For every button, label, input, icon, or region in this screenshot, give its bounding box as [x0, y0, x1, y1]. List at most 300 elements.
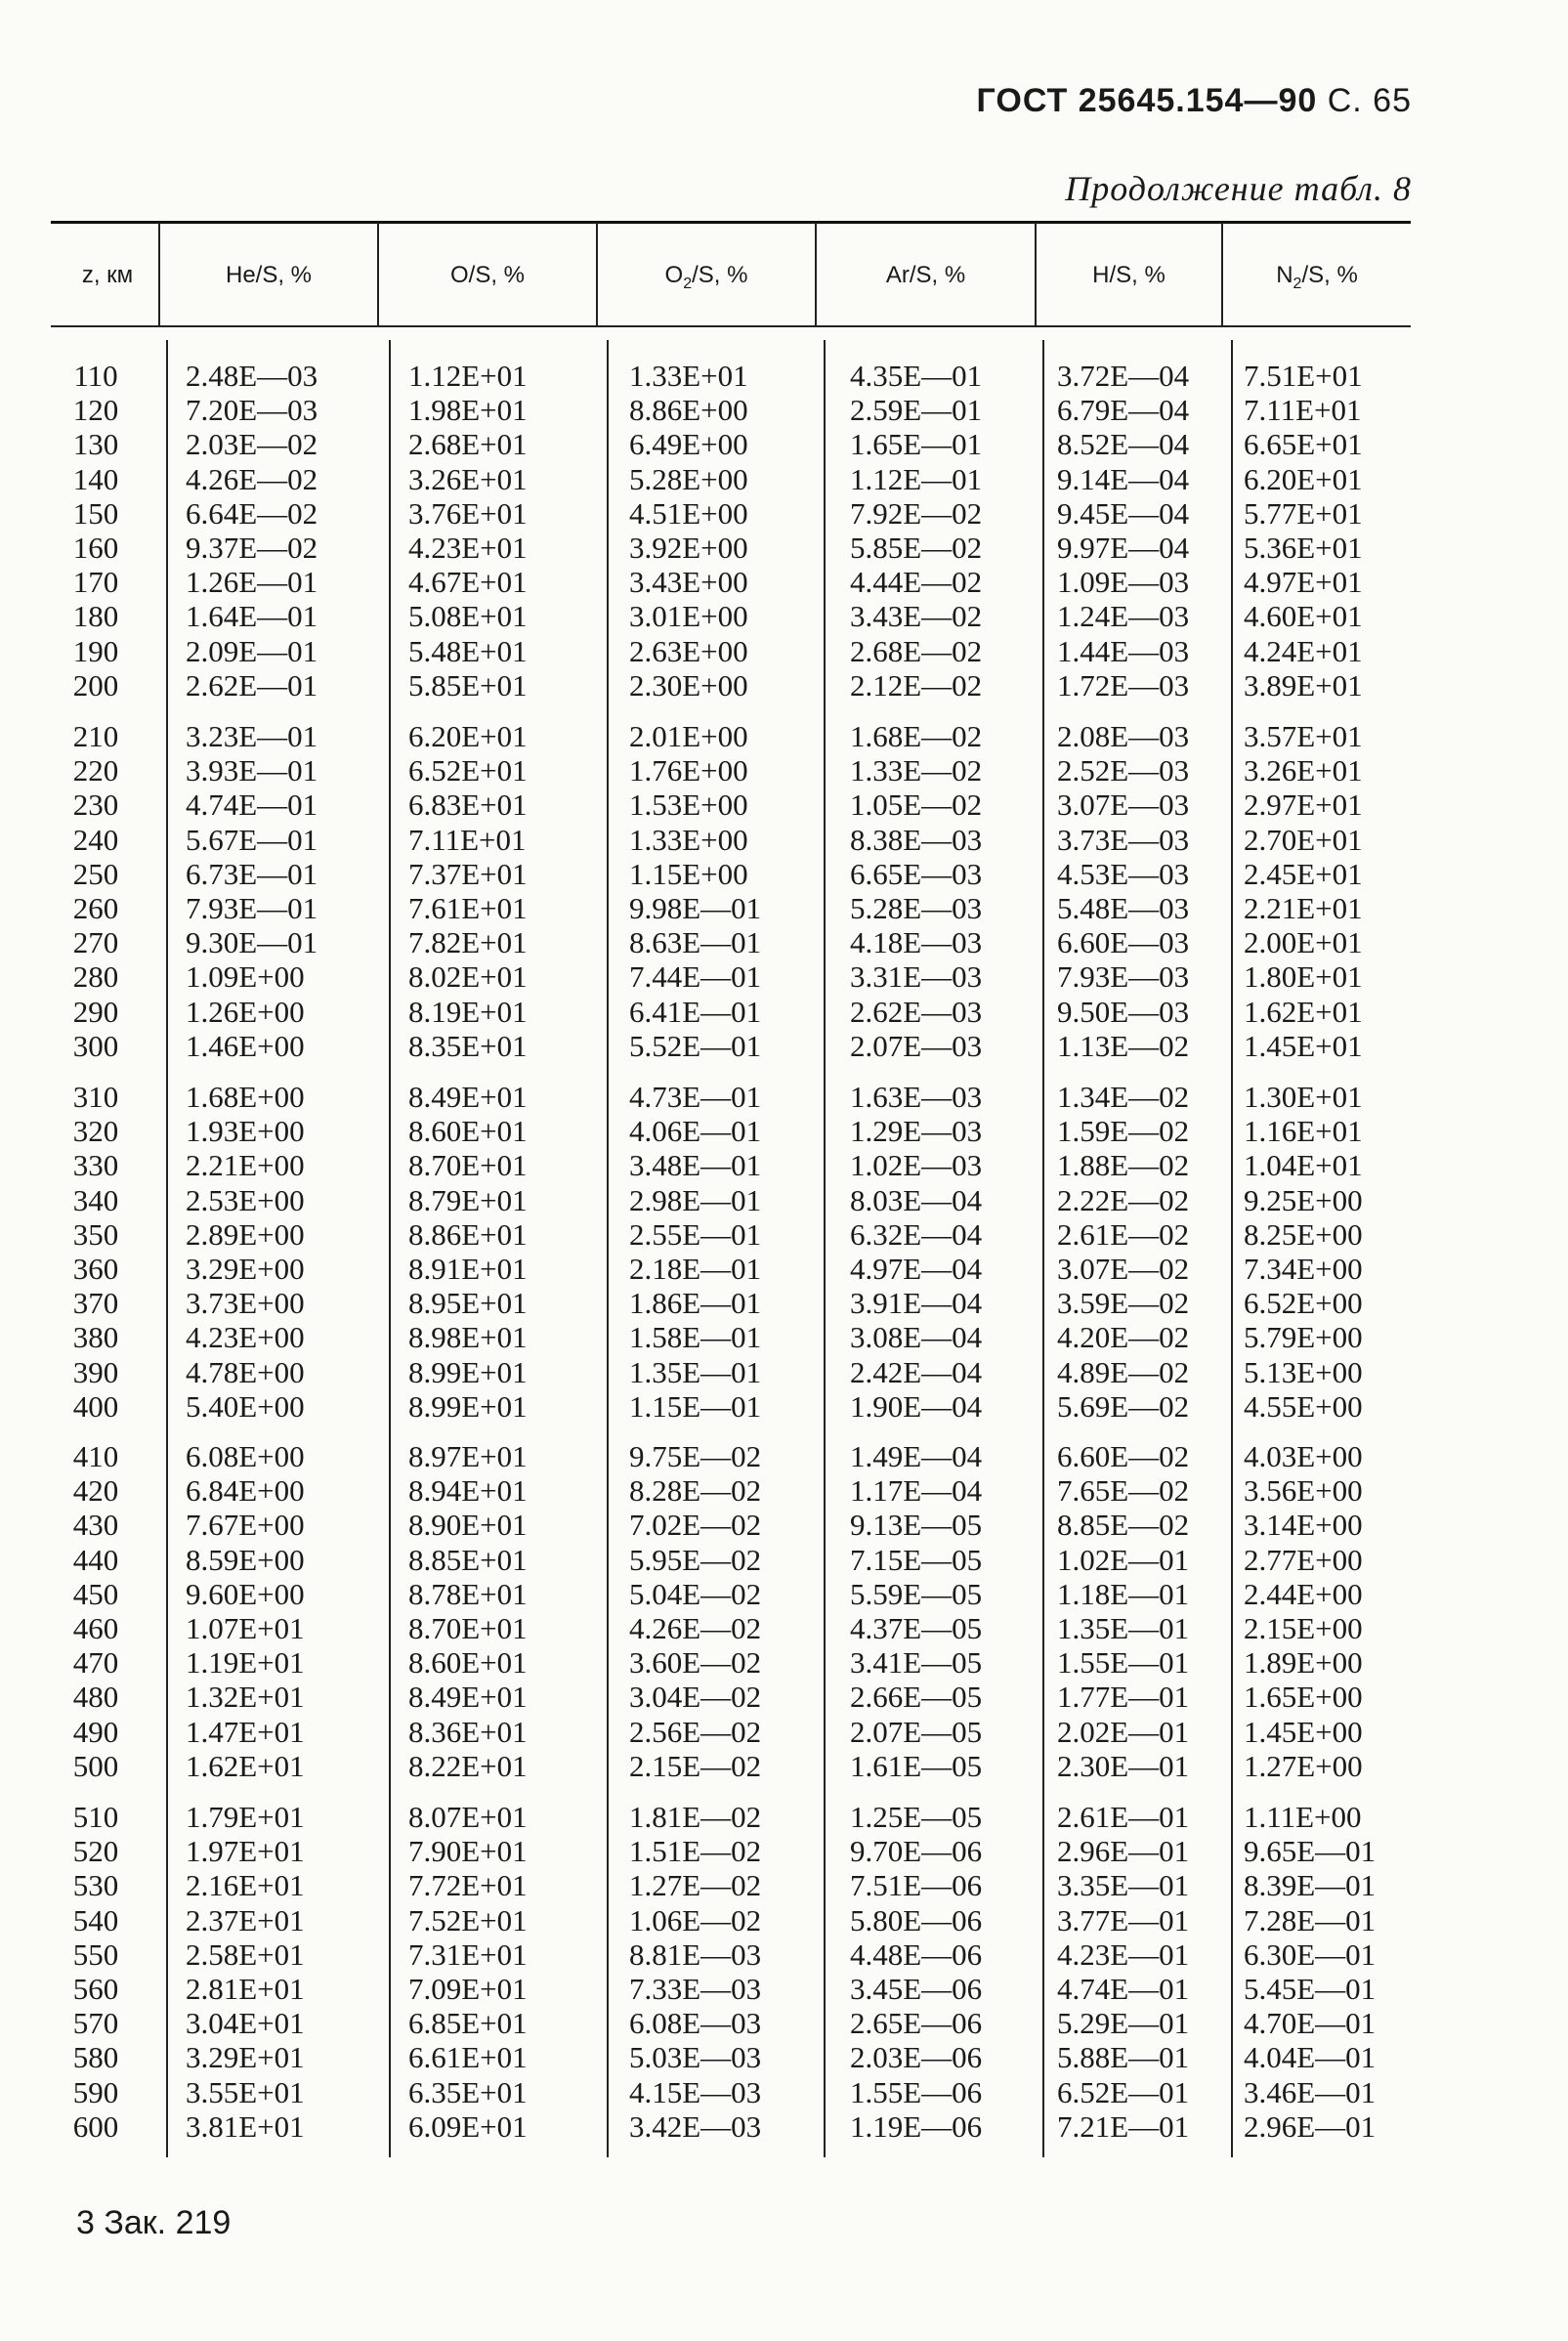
h-cell: 6.79E—04: [1057, 393, 1190, 428]
n2-cell: 7.28E—01: [1244, 1902, 1377, 1937]
altitude-cell: 270: [72, 925, 119, 960]
n2-symbol: N: [1276, 262, 1293, 288]
he-cell: 3.04E+01: [186, 2006, 305, 2041]
o2-cell: 3.01E+00: [629, 599, 748, 634]
o2-cell: 1.27E—02: [629, 1868, 762, 1903]
o-cell: 7.31E+01: [408, 1937, 528, 1972]
table-row: [51, 1972, 1411, 2006]
ar-cell: 4.35E—01: [850, 359, 983, 393]
o2-cell: 1.35E—01: [629, 1354, 762, 1389]
ar-cell: 2.03E—06: [850, 2040, 983, 2075]
o2-cell: 1.06E—02: [629, 1902, 762, 1937]
ar-cell: 9.70E—06: [850, 1834, 983, 1869]
he-cell: 7.93E—01: [186, 890, 318, 925]
table-row: [51, 1183, 1411, 1217]
o-cell: 2.68E+01: [408, 427, 528, 462]
o-cell: 8.86E+01: [408, 1216, 528, 1252]
he-cell: 6.08E+00: [186, 1439, 305, 1473]
he-cell: 3.23E—01: [186, 719, 318, 753]
n2-cell: 2.15E+00: [1244, 1610, 1363, 1645]
o2-cell: 3.48E—01: [629, 1148, 762, 1183]
he-cell: 3.93E—01: [186, 753, 318, 788]
n2-cell: 4.24E+01: [1244, 633, 1363, 668]
table-row: [51, 2109, 1411, 2144]
h-cell: 3.07E—03: [1057, 787, 1190, 823]
o-cell: 7.90E+01: [408, 1834, 528, 1869]
h-cell: 2.61E—02: [1057, 1216, 1190, 1252]
n2-cell: 1.65E+00: [1244, 1680, 1363, 1715]
table-row: [51, 565, 1411, 599]
n2-cell: 4.55E+00: [1244, 1388, 1363, 1424]
o2-cell: 7.44E—01: [629, 959, 762, 995]
ar-cell: 1.61E—05: [850, 1748, 983, 1783]
table-row: [51, 1543, 1411, 1577]
n2-cell: 5.79E+00: [1244, 1320, 1363, 1355]
o-cell: 8.70E+01: [408, 1148, 528, 1183]
he-cell: 2.48E—03: [186, 359, 318, 393]
o2-cell: 1.51E—02: [629, 1834, 762, 1869]
n2-cell: 1.80E+01: [1244, 959, 1363, 995]
table-row: [51, 1252, 1411, 1286]
n2-cell: 1.16E+01: [1244, 1114, 1363, 1149]
table-row: [51, 1029, 1411, 1063]
h-cell: 9.45E—04: [1057, 495, 1190, 531]
standard-number: ГОСТ 25645.154—90: [976, 82, 1318, 119]
altitude-cell: 490: [72, 1714, 119, 1749]
ar-cell: 2.68E—02: [850, 633, 983, 668]
o2-cell: 2.55E—01: [629, 1216, 762, 1252]
o-cell: 8.95E+01: [408, 1286, 528, 1321]
o2-cell: 2.01E+00: [629, 719, 748, 753]
altitude-cell: 130: [72, 427, 119, 462]
n2-cell: 2.45E+01: [1244, 856, 1363, 891]
o-cell: 8.91E+01: [408, 1251, 528, 1286]
o2-cell: 8.81E—03: [629, 1937, 762, 1972]
he-cell: 3.81E+01: [186, 2108, 305, 2144]
o-cell: 3.26E+01: [408, 461, 528, 496]
h-cell: 3.77E—01: [1057, 1902, 1190, 1937]
table-row: [51, 753, 1411, 787]
column-header-ar: Ar/S, %: [885, 262, 966, 288]
o2-cell: 1.15E+00: [629, 856, 748, 891]
table-row-group: [51, 1439, 1411, 1783]
table-row: [51, 2075, 1411, 2109]
o2-cell: 9.75E—02: [629, 1439, 762, 1473]
table-row: [51, 1217, 1411, 1252]
h-cell: 5.29E—01: [1057, 2006, 1190, 2041]
o-cell: 6.61E+01: [408, 2040, 528, 2075]
h-cell: 7.65E—02: [1057, 1473, 1190, 1509]
table-row: [51, 1320, 1411, 1354]
o-cell: 8.78E+01: [408, 1576, 528, 1611]
h-cell: 6.60E—02: [1057, 1439, 1190, 1473]
n2-cell: 1.89E+00: [1244, 1645, 1363, 1681]
h-cell: 3.73E—03: [1057, 822, 1190, 857]
table-row: [51, 1286, 1411, 1320]
altitude-cell: 540: [72, 1902, 119, 1937]
o-cell: 8.35E+01: [408, 1028, 528, 1063]
altitude-cell: 590: [72, 2074, 119, 2109]
o-cell: 3.76E+01: [408, 495, 528, 531]
ar-cell: 1.68E—02: [850, 719, 983, 753]
o-cell: 6.85E+01: [408, 2006, 528, 2041]
h-cell: 1.35E—01: [1057, 1610, 1190, 1645]
altitude-cell: 150: [72, 495, 119, 531]
n2-cell: 7.51E+01: [1244, 359, 1363, 393]
h-cell: 3.07E—02: [1057, 1251, 1190, 1286]
o2-cell: 2.18E—01: [629, 1251, 762, 1286]
he-cell: 7.20E—03: [186, 393, 318, 428]
table-row: [51, 1611, 1411, 1645]
altitude-cell: 510: [72, 1800, 119, 1834]
he-cell: 4.23E+00: [186, 1320, 305, 1355]
page-number: С. 65: [1327, 82, 1412, 119]
o-cell: 8.98E+01: [408, 1320, 528, 1355]
n2-cell: 4.60E+01: [1244, 599, 1363, 634]
ar-cell: 3.41E—05: [850, 1645, 983, 1681]
altitude-cell: 350: [72, 1216, 119, 1252]
table-row: [51, 1080, 1411, 1114]
altitude-cell: 300: [72, 1028, 119, 1063]
altitude-cell: 410: [72, 1439, 119, 1473]
h-cell: 9.97E—04: [1057, 530, 1190, 565]
h-cell: 1.02E—01: [1057, 1542, 1190, 1577]
h-cell: 1.24E—03: [1057, 599, 1190, 634]
o2-cell: 8.63E—01: [629, 925, 762, 960]
o-cell: 8.49E+01: [408, 1680, 528, 1715]
ar-cell: 3.31E—03: [850, 959, 983, 995]
altitude-cell: 330: [72, 1148, 119, 1183]
altitude-cell: 390: [72, 1354, 119, 1389]
altitude-cell: 380: [72, 1320, 119, 1355]
table-row: [51, 427, 1411, 461]
ar-cell: 2.66E—05: [850, 1680, 983, 1715]
n2-cell: 5.36E+01: [1244, 530, 1363, 565]
altitude-cell: 160: [72, 530, 119, 565]
table-row: [51, 1148, 1411, 1182]
ar-cell: 1.90E—04: [850, 1388, 983, 1424]
ar-cell: 1.12E—01: [850, 461, 983, 496]
o2-cell: 6.49E+00: [629, 427, 748, 462]
he-cell: 1.97E+01: [186, 1834, 305, 1869]
table-row: [51, 668, 1411, 702]
altitude-cell: 210: [72, 719, 119, 753]
o-cell: 7.37E+01: [408, 856, 528, 891]
altitude-cell: 200: [72, 667, 119, 702]
h-cell: 6.60E—03: [1057, 925, 1190, 960]
he-cell: 8.59E+00: [186, 1542, 305, 1577]
o2-cell: 1.53E+00: [629, 787, 748, 823]
o2-cell: 2.56E—02: [629, 1714, 762, 1749]
n2-cell: 6.20E+01: [1244, 461, 1363, 496]
o-cell: 8.99E+01: [408, 1354, 528, 1389]
o-cell: 8.49E+01: [408, 1080, 528, 1114]
o-cell: 8.85E+01: [408, 1542, 528, 1577]
h-cell: 2.22E—02: [1057, 1182, 1190, 1217]
o-cell: 8.99E+01: [408, 1388, 528, 1424]
o2-cell: 3.92E+00: [629, 530, 748, 565]
h-cell: 2.30E—01: [1057, 1748, 1190, 1783]
altitude-cell: 400: [72, 1388, 119, 1424]
table-row-group: [51, 1800, 1411, 2144]
he-cell: 7.67E+00: [186, 1508, 305, 1543]
o2-cell: 6.08E—03: [629, 2006, 762, 2041]
o2-cell: 8.86E+00: [629, 393, 748, 428]
he-cell: 9.30E—01: [186, 925, 318, 960]
table-row: [51, 496, 1411, 531]
ar-cell: 2.07E—03: [850, 1028, 983, 1063]
table-row: [51, 393, 1411, 427]
h-cell: 6.52E—01: [1057, 2074, 1190, 2109]
o2-cell: 4.06E—01: [629, 1114, 762, 1149]
he-cell: 2.21E+00: [186, 1148, 305, 1183]
column-header-o: O/S, %: [449, 262, 526, 288]
table-row: [51, 959, 1411, 994]
h-cell: 4.20E—02: [1057, 1320, 1190, 1355]
he-cell: 1.62E+01: [186, 1748, 305, 1783]
he-cell: 2.89E+00: [186, 1216, 305, 1252]
h-cell: 3.35E—01: [1057, 1868, 1190, 1903]
altitude-cell: 460: [72, 1610, 119, 1645]
ar-cell: 5.85E—02: [850, 530, 983, 565]
n2-cell: 8.39E—01: [1244, 1868, 1377, 1903]
ar-cell: 7.15E—05: [850, 1542, 983, 1577]
h-cell: 3.72E—04: [1057, 359, 1190, 393]
he-cell: 9.37E—02: [186, 530, 318, 565]
o-cell: 8.60E+01: [408, 1645, 528, 1681]
o-cell: 8.90E+01: [408, 1508, 528, 1543]
table-row: [51, 1937, 1411, 1972]
o2-cell: 5.95E—02: [629, 1542, 762, 1577]
he-cell: 2.09E—01: [186, 633, 318, 668]
table-row: [51, 1355, 1411, 1389]
h-cell: 8.52E—04: [1057, 427, 1190, 462]
table-row: [51, 2006, 1411, 2040]
n2-cell: 5.45E—01: [1244, 1971, 1377, 2006]
document-header: [977, 82, 1412, 120]
table-row: [51, 2040, 1411, 2074]
o2-cell: 1.33E+01: [629, 359, 748, 393]
ar-cell: 7.51E—06: [850, 1868, 983, 1903]
table-row: [51, 1868, 1411, 1902]
ar-cell: 8.03E—04: [850, 1182, 983, 1217]
n2-cell: 2.96E—01: [1244, 2108, 1377, 2144]
h-cell: 1.34E—02: [1057, 1080, 1190, 1114]
ar-cell: 5.28E—03: [850, 890, 983, 925]
o2-cell: 9.98E—01: [629, 890, 762, 925]
he-cell: 3.73E+00: [186, 1286, 305, 1321]
o-cell: 1.12E+01: [408, 359, 528, 393]
n2-cell: 8.25E+00: [1244, 1216, 1363, 1252]
n2-cell: 2.97E+01: [1244, 787, 1363, 823]
altitude-cell: 560: [72, 1971, 119, 2006]
h-cell: 1.09E—03: [1057, 565, 1190, 600]
n2-cell: 6.30E—01: [1244, 1937, 1377, 1972]
altitude-cell: 120: [72, 393, 119, 428]
table-row: [51, 1439, 1411, 1473]
o2-cell: 5.04E—02: [629, 1576, 762, 1611]
table-row: [51, 1834, 1411, 1868]
ar-cell: 1.65E—01: [850, 427, 983, 462]
ar-cell: 1.55E—06: [850, 2074, 983, 2109]
altitude-cell: 520: [72, 1834, 119, 1869]
ar-cell: 2.62E—03: [850, 994, 983, 1029]
h-cell: 4.74E—01: [1057, 1971, 1190, 2006]
ar-cell: 2.59E—01: [850, 393, 983, 428]
altitude-cell: 310: [72, 1080, 119, 1114]
ar-cell: 4.97E—04: [850, 1251, 983, 1286]
h-cell: 9.14E—04: [1057, 461, 1190, 496]
o2-unit: /S, %: [692, 262, 748, 288]
o2-symbol: O: [664, 262, 684, 288]
table-row: [51, 1715, 1411, 1749]
he-cell: 1.47E+01: [186, 1714, 305, 1749]
n2-cell: 1.30E+01: [1244, 1080, 1363, 1114]
ar-cell: 3.45E—06: [850, 1971, 983, 2006]
he-cell: 5.67E—01: [186, 822, 318, 857]
he-cell: 2.37E+01: [186, 1902, 305, 1937]
o-cell: 6.83E+01: [408, 787, 528, 823]
o-cell: 7.11E+01: [408, 822, 527, 857]
h-cell: 5.88E—01: [1057, 2040, 1190, 2075]
o2-cell: 4.26E—02: [629, 1610, 762, 1645]
he-cell: 2.03E—02: [186, 427, 318, 462]
h-cell: 1.88E—02: [1057, 1148, 1190, 1183]
o-cell: 8.79E+01: [408, 1182, 528, 1217]
ar-cell: 2.07E—05: [850, 1714, 983, 1749]
o-cell: 1.98E+01: [408, 393, 528, 428]
h-cell: 5.48E—03: [1057, 890, 1190, 925]
n2-unit: /S, %: [1301, 262, 1358, 288]
n2-cell: 2.00E+01: [1244, 925, 1363, 960]
n2-cell: 4.70E—01: [1244, 2006, 1377, 2041]
table-row: [51, 599, 1411, 633]
n2-cell: 1.11E+00: [1244, 1800, 1362, 1834]
o2-cell: 3.42E—03: [629, 2108, 762, 2144]
table-row: [51, 1389, 1411, 1424]
he-cell: 6.84E+00: [186, 1473, 305, 1509]
o2-cell: 7.02E—02: [629, 1508, 762, 1543]
n2-cell: 3.14E+00: [1244, 1508, 1363, 1543]
table-row: [51, 1508, 1411, 1542]
ar-cell: 8.38E—03: [850, 822, 983, 857]
o-cell: 6.20E+01: [408, 719, 528, 753]
table-row: [51, 1645, 1411, 1680]
o2-cell: 6.41E—01: [629, 994, 762, 1029]
ar-cell: 6.65E—03: [850, 856, 983, 891]
table-row: [51, 462, 1411, 496]
ar-cell: 1.17E—04: [850, 1473, 983, 1509]
altitude-cell: 440: [72, 1542, 119, 1577]
column-header-he: He/S, %: [225, 262, 313, 288]
ar-cell: 3.91E—04: [850, 1286, 983, 1321]
ar-cell: 1.25E—05: [850, 1800, 983, 1834]
he-cell: 1.93E+00: [186, 1114, 305, 1149]
o2-cell: 3.60E—02: [629, 1645, 762, 1681]
h-cell: 5.69E—02: [1057, 1388, 1190, 1424]
table-row: [51, 719, 1411, 753]
table-row-group: [51, 359, 1411, 702]
o-cell: 8.07E+01: [408, 1800, 528, 1834]
table-row: [51, 1903, 1411, 1937]
altitude-cell: 140: [72, 461, 119, 496]
he-cell: 2.62E—01: [186, 667, 318, 702]
altitude-cell: 320: [72, 1114, 119, 1149]
o-cell: 7.72E+01: [408, 1868, 528, 1903]
o-cell: 6.52E+01: [408, 753, 528, 788]
o2-cell: 1.86E—01: [629, 1286, 762, 1321]
he-cell: 2.16E+01: [186, 1868, 305, 1903]
o-cell: 6.35E+01: [408, 2074, 528, 2109]
altitude-cell: 230: [72, 787, 119, 823]
h-cell: 2.02E—01: [1057, 1714, 1190, 1749]
n2-cell: 1.45E+01: [1244, 1028, 1363, 1063]
altitude-cell: 600: [72, 2108, 119, 2144]
o-cell: 4.67E+01: [408, 565, 528, 600]
ar-cell: 1.19E—06: [850, 2108, 983, 2144]
o-cell: 6.09E+01: [408, 2108, 528, 2144]
he-cell: 3.55E+01: [186, 2074, 305, 2109]
table-row: [51, 634, 1411, 668]
n2-cell: 4.97E+01: [1244, 565, 1363, 600]
o2-cell: 4.73E—01: [629, 1080, 762, 1114]
ar-cell: 1.02E—03: [850, 1148, 983, 1183]
altitude-cell: 360: [72, 1251, 119, 1286]
altitude-cell: 170: [72, 565, 119, 600]
o-cell: 8.70E+01: [408, 1610, 528, 1645]
column-header-altitude: z, км: [81, 262, 134, 288]
ar-cell: 3.43E—02: [850, 599, 983, 634]
altitude-cell: 340: [72, 1182, 119, 1217]
altitude-cell: 290: [72, 994, 119, 1029]
n2-cell: 4.03E+00: [1244, 1439, 1363, 1473]
he-cell: 1.79E+01: [186, 1800, 305, 1834]
table-header-rule: [51, 325, 1411, 327]
h-cell: 1.55E—01: [1057, 1645, 1190, 1681]
he-cell: 2.81E+01: [186, 1971, 305, 2006]
ar-cell: 4.48E—06: [850, 1937, 983, 1972]
altitude-cell: 240: [72, 822, 119, 857]
n2-cell: 9.65E—01: [1244, 1834, 1377, 1869]
he-cell: 1.07E+01: [186, 1610, 305, 1645]
he-cell: 1.26E—01: [186, 565, 318, 600]
o-cell: 5.48E+01: [408, 633, 528, 668]
table-row: [51, 359, 1411, 393]
n2-cell: 2.70E+01: [1244, 822, 1363, 857]
altitude-cell: 450: [72, 1576, 119, 1611]
ar-cell: 2.12E—02: [850, 667, 983, 702]
he-cell: 1.64E—01: [186, 599, 318, 634]
o2-cell: 4.51E+00: [629, 495, 748, 531]
ar-cell: 2.42E—04: [850, 1354, 983, 1389]
ar-cell: 4.44E—02: [850, 565, 983, 600]
table-row: [51, 1800, 1411, 1834]
table-row-group: [51, 1080, 1411, 1424]
ar-cell: 1.49E—04: [850, 1439, 983, 1473]
he-cell: 3.29E+00: [186, 1251, 305, 1286]
he-cell: 1.26E+00: [186, 994, 305, 1029]
n2-cell: 2.77E+00: [1244, 1542, 1363, 1577]
he-cell: 4.74E—01: [186, 787, 318, 823]
o-cell: 8.97E+01: [408, 1439, 528, 1473]
o-cell: 7.09E+01: [408, 1971, 528, 2006]
altitude-cell: 530: [72, 1868, 119, 1903]
column-header-n2: [1223, 256, 1411, 295]
o-cell: 5.85E+01: [408, 667, 528, 702]
o-cell: 8.60E+01: [408, 1114, 528, 1149]
o2-cell: 3.04E—02: [629, 1680, 762, 1715]
n2-cell: 3.26E+01: [1244, 753, 1363, 788]
